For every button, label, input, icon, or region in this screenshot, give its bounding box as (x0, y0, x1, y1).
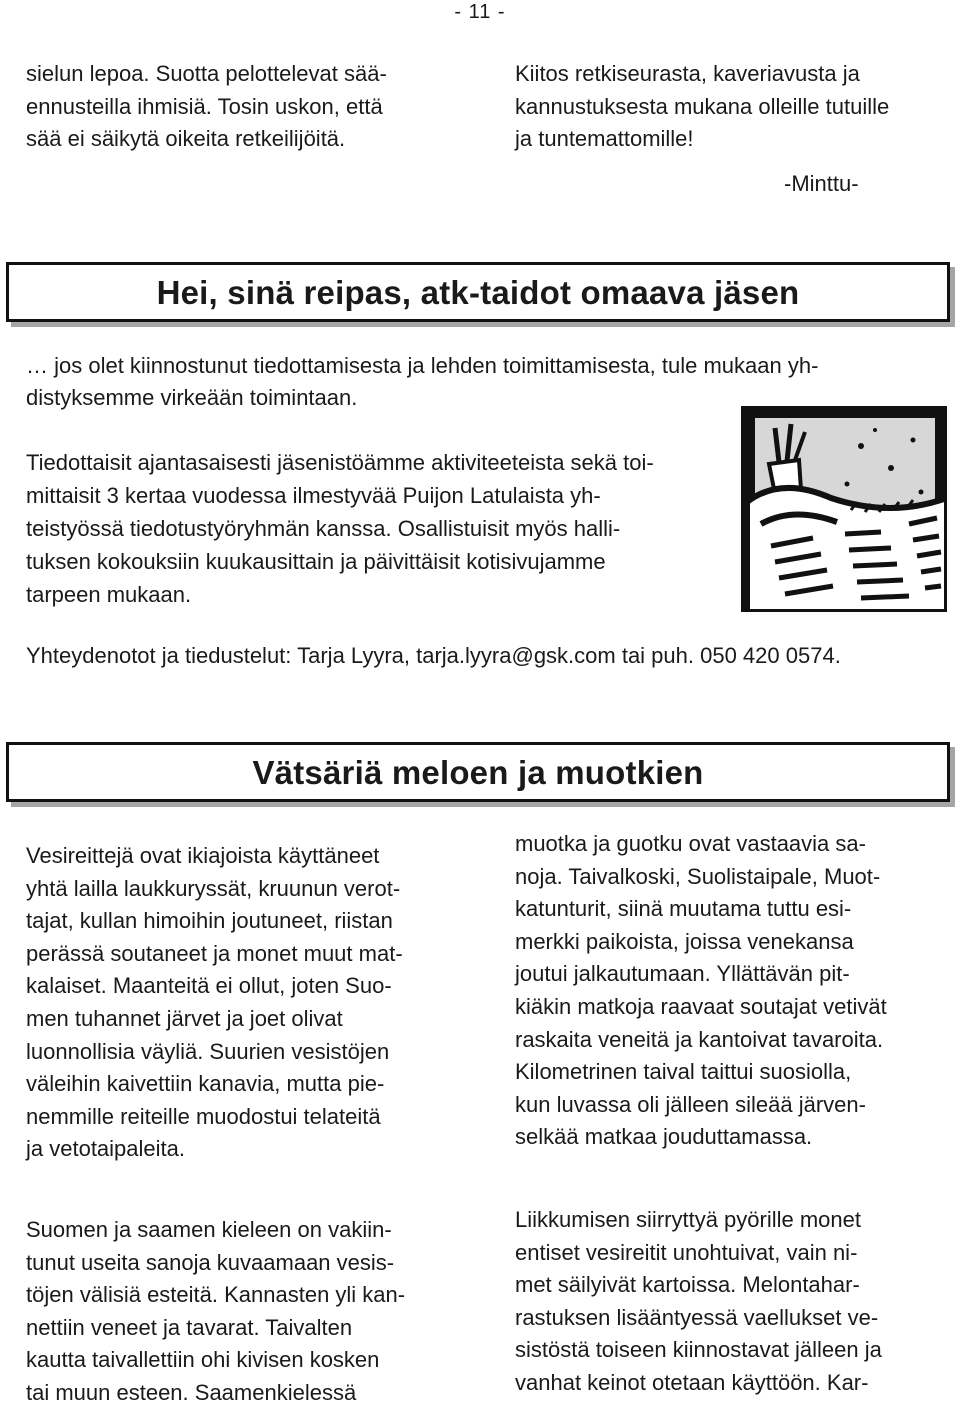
text-line: yhtä lailla laukkuryssät, kruunun verot- (26, 875, 401, 901)
text-line: nemmille reiteille muodostui telateitä (26, 1103, 381, 1129)
text-line: raskaita veneitä ja kantoivat tavaroita. (515, 1026, 884, 1052)
recruit-article-header (6, 262, 950, 322)
text-line: vanhat keinot otetaan käyttöön. Kar- (515, 1369, 869, 1395)
text-line: ja tuntemattomille! (515, 126, 694, 152)
paddling-right-paragraph-2 (515, 1204, 882, 1400)
text-line: noja. Taivalkoski, Suolistaipale, Muot- (515, 863, 881, 889)
text-line: Suomen ja saamen kieleen on vakiin- (26, 1217, 392, 1242)
newspaper-clipart-icon (741, 406, 947, 612)
text-line: kiäkin matkoja raavaat soutajat vetivät (515, 993, 887, 1019)
text-line: tajat, kullan himoihin joutuneet, riistan (26, 908, 393, 934)
recruit-contact-info: Yhteydenotot ja tiedustelut: Tarja Lyyra, tarja.lyyra@gsk.com tai puh. 050 420 0574. (26, 643, 841, 668)
text-line: selkää matkaa jouduttamassa. (515, 1124, 813, 1150)
text-line: nettiin veneet ja tavarat. Taivalten (26, 1314, 353, 1340)
text-line: … jos olet kiinnostunut tiedottamisesta ja lehden toimittamisesta, tule mukaan yh- (26, 353, 819, 378)
text-line: muotka ja guotku ovat vastaavia sa- (515, 831, 866, 856)
text-line: rastuksen lisääntyessä vaellukset ve- (515, 1304, 879, 1330)
text-line: distyksemme virkeään toimintaan. (26, 385, 358, 410)
text-line: tuksen kokouksiin kuukausittain ja päivittäisit kotisivujamme (26, 549, 606, 574)
page-number: - 11 - (454, 1, 506, 23)
text-line: entiset vesireitit unohtuivat, vain ni- (515, 1239, 858, 1265)
text-line: luonnollisia väyliä. Suurien vesistöjen (26, 1038, 390, 1064)
text-line: Liikkumisen siirryttyä pyörille monet (515, 1207, 861, 1232)
paddling-left-paragraph-2 (26, 1214, 405, 1410)
paddling-article-title: Vätsäriä meloen ja muotkien (252, 754, 704, 791)
text-line: katunturit, siinä muutama tuttu esi- (515, 896, 852, 922)
text-line: Kiitos retkiseurasta, kaveriavusta ja (515, 61, 860, 86)
paddling-left-paragraph-1 (26, 840, 403, 1166)
text-line: perässä soutaneet ja monet muut mat- (26, 940, 403, 966)
text-line: men tuhannet järvet ja joet olivat (26, 1005, 343, 1031)
text-line: tai muun esteen. Saamenkielessä (26, 1379, 357, 1405)
text-line: merkki paikoista, joissa venekansa (515, 928, 854, 954)
text-line: Tiedottaisit ajantasaisesti jäsenistöämme aktiviteeteista sekä toi- (26, 450, 654, 475)
text-line: Vesireittejä ovat ikiajoista käyttäneet (26, 843, 380, 868)
text-line: sielun lepoa. Suotta pelottelevat sää- (26, 61, 387, 86)
text-line: met säilyivät kartoissa. Melontahar- (515, 1272, 860, 1298)
text-line: teistyössä tiedotustyöryhmän kanssa. Osallistuisit myös halli- (26, 516, 621, 541)
text-line: sistöstä toiseen kiinnostavat jälleen ja (515, 1337, 882, 1363)
recruit-intro (26, 350, 818, 414)
recruit-article-title: Hei, sinä reipas, atk-taidot omaava jäsen (156, 274, 800, 311)
previous-article-left-column (26, 58, 387, 156)
text-line: kun luvassa oli jälleen sileää järven- (515, 1091, 866, 1117)
text-line: ja vetotaipaleita. (26, 1136, 185, 1162)
text-line: kalaiset. Maanteitä ei ollut, joten Suo- (26, 973, 392, 999)
text-line: mittaisit 3 kertaa vuodessa ilmestyvää Puijon Latulaista yh- (26, 483, 601, 508)
previous-article-right-column (515, 58, 889, 156)
text-line: ennusteilla ihmisiä. Tosin uskon, että (26, 93, 383, 119)
text-line: töjen välisiä esteitä. Kannasten yli kan- (26, 1282, 406, 1308)
recruit-body (26, 446, 654, 611)
text-line: väleihin kaivettiin kanavia, mutta pie- (26, 1071, 385, 1097)
text-line: sää ei säikytä oikeita retkeilijöitä. (26, 126, 346, 152)
text-line: tunut useita sanoja kuvaamaan vesis- (26, 1249, 395, 1275)
paddling-right-paragraph-1 (515, 828, 887, 1154)
text-line: kannustuksesta mukana olleille tutuille (515, 93, 890, 119)
paddling-article-header (6, 742, 950, 802)
author-signature: -Minttu- (784, 171, 859, 196)
text-line: tarpeen mukaan. (26, 582, 192, 607)
text-line: kautta taivallettiin ohi kivisen kosken (26, 1347, 380, 1373)
text-line: Kilometrinen taival taittui suosiolla, (515, 1059, 852, 1085)
text-line: joutui jalkautumaan. Yllättävän pit- (515, 961, 850, 987)
